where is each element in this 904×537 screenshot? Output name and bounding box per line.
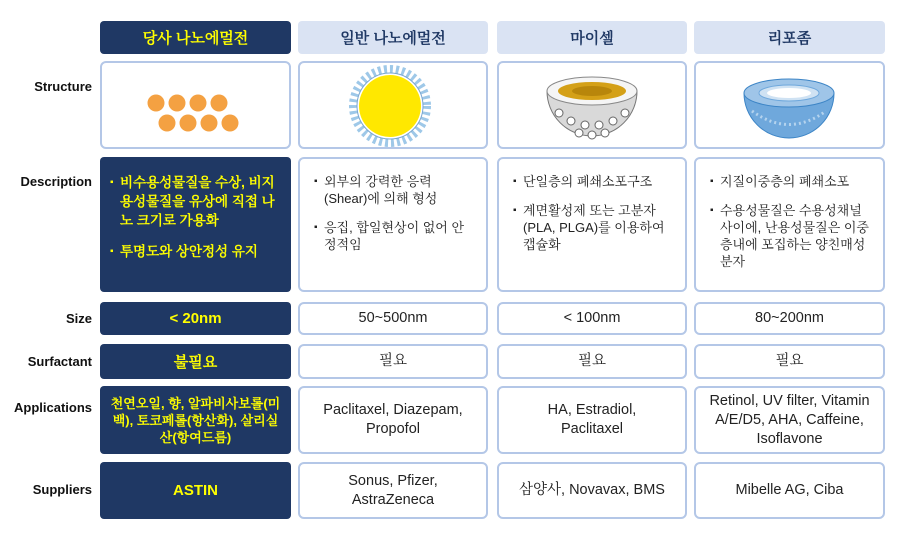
surfactant-our-nanoemulsion: 불필요 [100,344,291,379]
micelle-image [499,63,685,147]
row-label-size: Size [65,311,92,326]
header-micelle: 마이셀 [497,21,687,54]
size-micelle: < 100nm [497,302,687,335]
size-general-nanoemulsion: 50~500nm [298,302,488,335]
description-item: ▪ 단일층의 폐쇄소포구조 [513,173,675,190]
liposome-image [696,63,883,147]
row-label-structure: Structure [34,79,92,94]
description-item: ▪ 수용성물질은 수용성채널 사이에, 난용성물질은 이중층내에 포집하는 양친매성분자 [710,202,873,270]
description-liposome [694,157,885,292]
row-label-surfactant: Surfactant [27,354,92,369]
emulsion-droplet-image [300,63,486,147]
suppliers-liposome: Mibelle AG, Ciba [694,462,885,519]
description-our-nanoemulsion [100,157,291,292]
surfactant-general-nanoemulsion: 필요 [298,344,488,379]
surfactant-micelle: 필요 [497,344,687,379]
surfactant-liposome: 필요 [694,344,885,379]
description-list [110,173,283,273]
description-item: ▪ 비수용성물질을 수상, 비지용성물질을 유상에 직접 나노 크기로 가용화 [110,173,283,230]
description-item: ▪ 외부의 강력한 응력 (Shear)에 의해 형성 [314,173,476,207]
header-general-nanoemulsion: 일반 나노에멀전 [298,21,488,54]
description-item: ▪ 계면활성제 또는 고분자 (PLA, PLGA)를 이용하여 캡슐화 [513,202,675,253]
description-list [710,173,873,282]
structure-our-nanoemulsion [100,61,291,149]
applications-micelle: HA, Estradiol, Paclitaxel [497,386,687,454]
suppliers-micelle: 삼양사, Novavax, BMS [497,462,687,519]
header-our-nanoemulsion: 당사 나노에멀전 [100,21,291,54]
size-our-nanoemulsion: < 20nm [100,302,291,335]
structure-micelle [497,61,687,149]
header-liposome: 리포좀 [694,21,885,54]
row-label-description: Description [20,174,92,189]
row-label-suppliers: Suppliers [32,482,92,497]
structure-general-nanoemulsion [298,61,488,149]
description-micelle [497,157,687,292]
applications-liposome: Retinol, UV filter, Vitamin A/E/D5, AHA, Caffeine, Isoflavone [694,386,885,454]
description-item: ▪ 투명도와 상안정성 유지 [110,242,283,261]
description-list [314,173,476,265]
row-label-applications: Applications [13,400,92,415]
suppliers-our-nanoemulsion: ASTIN [100,462,291,519]
description-list [513,173,675,265]
suppliers-general-nanoemulsion: Sonus, Pfizer, AstraZeneca [298,462,488,519]
size-liposome: 80~200nm [694,302,885,335]
description-general-nanoemulsion [298,157,488,292]
description-item: ▪ 지질이중층의 폐쇄소포 [710,173,873,190]
applications-general-nanoemulsion: Paclitaxel, Diazepam, Propofol [298,386,488,454]
description-item: ▪ 응집, 합일현상이 없어 안정적임 [314,219,476,253]
orange-droplets-image [102,63,289,147]
applications-our-nanoemulsion: 천연오일, 향, 알파비사보롤(미백), 토코페롤(항산화), 살리실산(항여드름) [100,386,291,454]
structure-liposome [694,61,885,149]
